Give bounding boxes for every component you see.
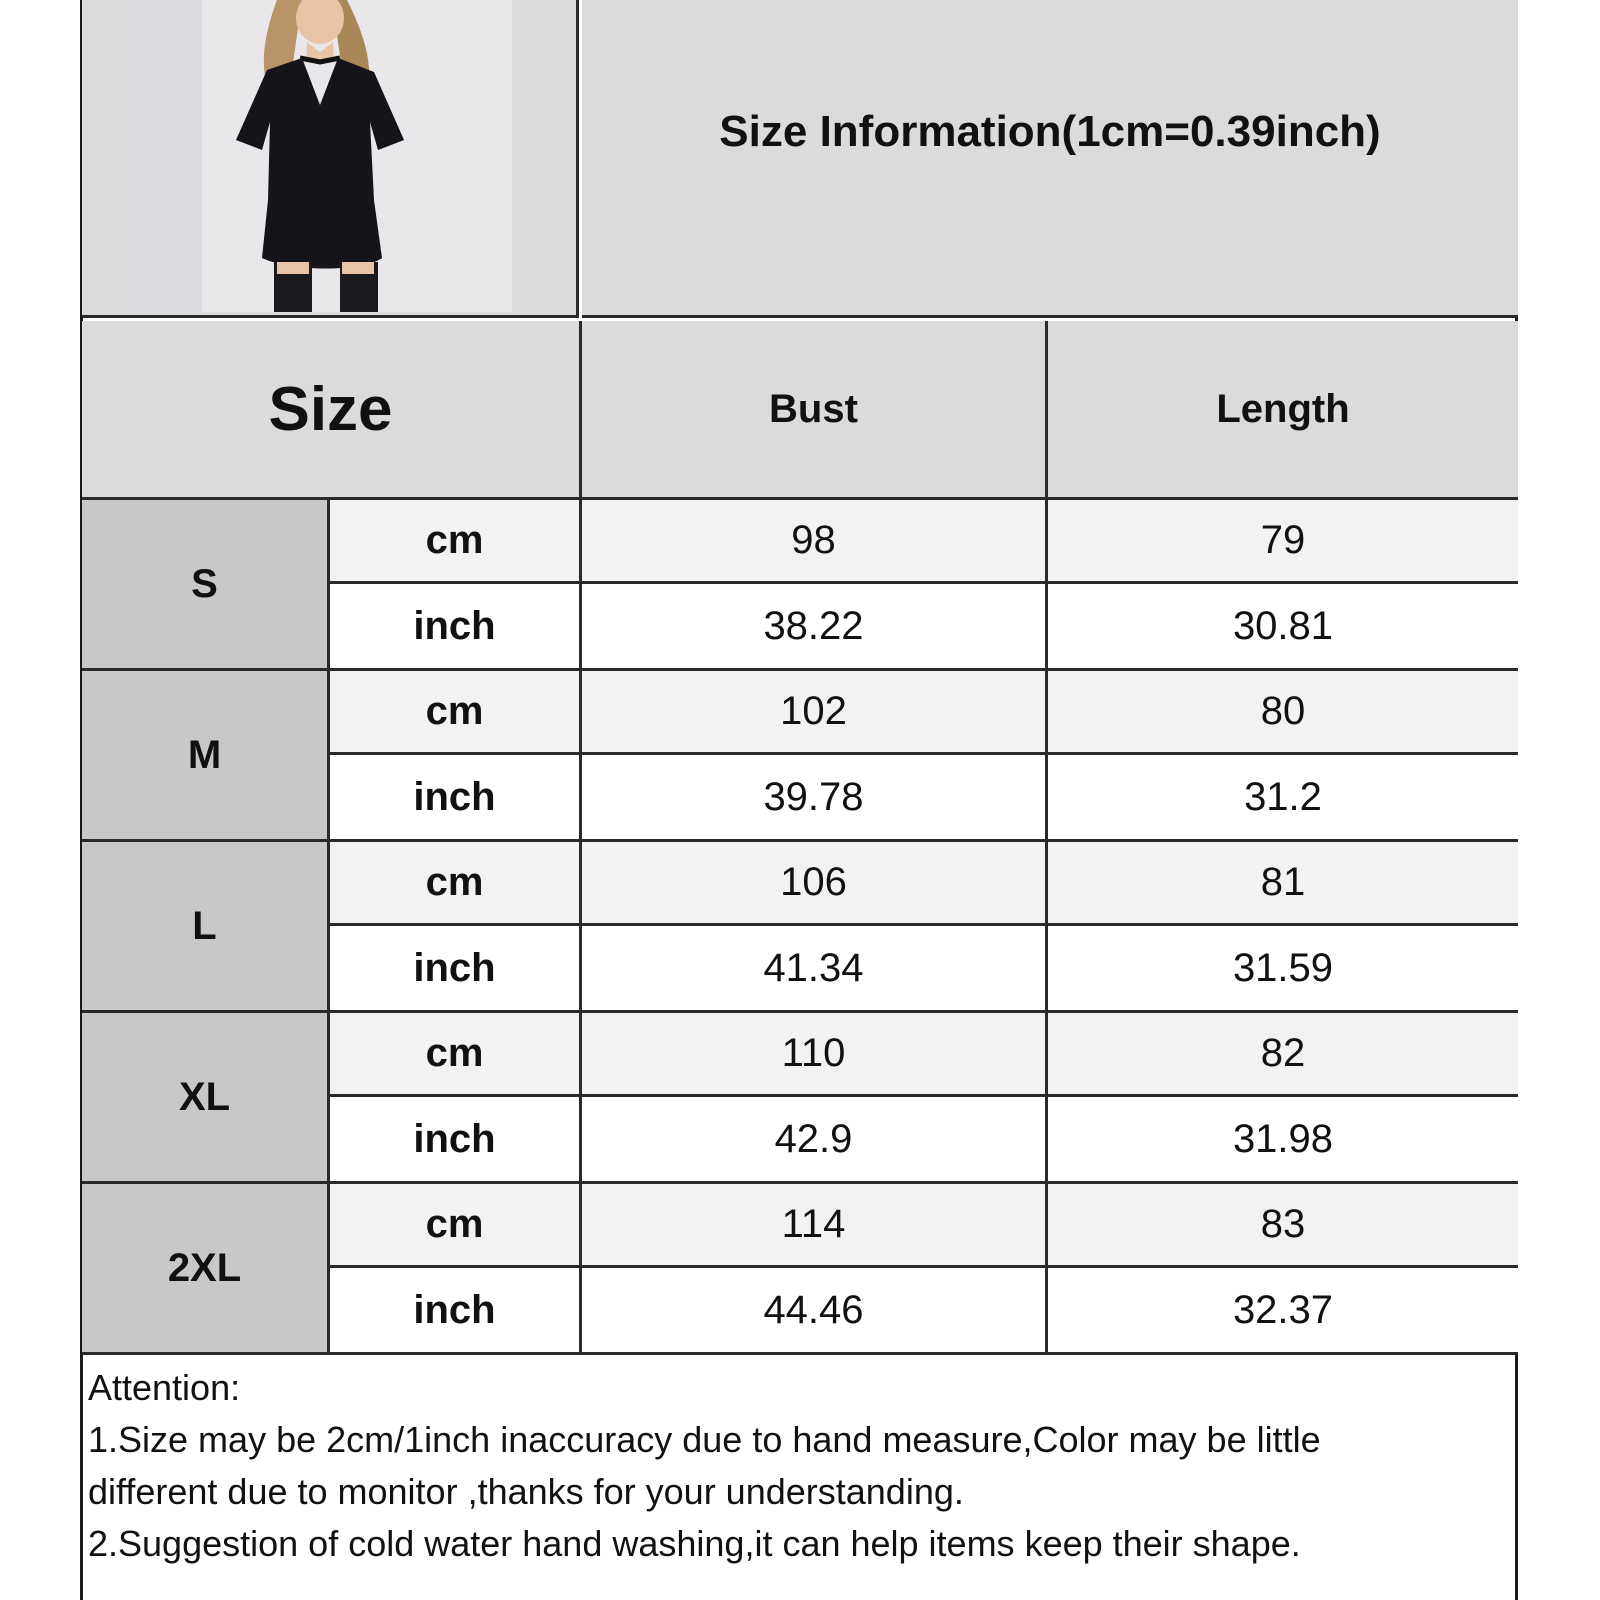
size-label: S bbox=[82, 500, 330, 668]
size-group-m bbox=[82, 671, 1518, 842]
unit-cm: cm bbox=[330, 1184, 582, 1265]
bust-inch-value: 41.34 bbox=[582, 926, 1048, 1010]
header-bust: Bust bbox=[582, 321, 1048, 497]
size-group-s bbox=[82, 500, 1518, 671]
bust-inch-value: 42.9 bbox=[582, 1097, 1048, 1181]
bust-cm-value: 102 bbox=[582, 671, 1048, 752]
length-cm-value: 79 bbox=[1260, 518, 1306, 562]
model-dress-illustration bbox=[142, 0, 512, 312]
size-label: XL bbox=[82, 1013, 330, 1181]
size-label: L bbox=[82, 842, 330, 1010]
title-cell bbox=[582, 0, 1518, 318]
attention-heading: Attention: bbox=[88, 1367, 241, 1408]
product-photo bbox=[142, 0, 512, 312]
length-inch-value: 31.98 bbox=[1232, 1116, 1334, 1161]
table-row-cm bbox=[330, 1184, 1518, 1268]
bust-inch-value: 44.46 bbox=[582, 1268, 1048, 1352]
bust-inch-value: 39.78 bbox=[582, 755, 1048, 839]
unit-inch: inch bbox=[330, 584, 582, 668]
size-group-2xl bbox=[82, 1184, 1518, 1355]
table-row-cm bbox=[330, 842, 1518, 926]
size-information-title: Size Information(1cm=0.39inch) bbox=[719, 106, 1381, 156]
unit-inch: inch bbox=[330, 755, 582, 839]
unit-cm: cm bbox=[330, 671, 582, 752]
bust-cm-value: 114 bbox=[582, 1184, 1048, 1265]
size-table bbox=[82, 321, 1518, 1355]
length-inch-value: 30.81 bbox=[1232, 603, 1334, 648]
header-length: Length bbox=[1048, 321, 1518, 497]
header-size: Size bbox=[82, 321, 582, 497]
table-row-cm bbox=[330, 671, 1518, 755]
table-row-cm bbox=[330, 1013, 1518, 1097]
attention-notes bbox=[88, 1362, 1508, 1570]
size-group-l bbox=[82, 842, 1518, 1013]
unit-inch: inch bbox=[330, 1097, 582, 1181]
length-inch-value: 31.2 bbox=[1244, 774, 1322, 819]
unit-cm: cm bbox=[330, 1013, 582, 1094]
unit-cm: cm bbox=[330, 842, 582, 923]
bust-inch-value: 38.22 bbox=[582, 584, 1048, 668]
table-row-inch bbox=[330, 584, 1518, 668]
length-cm-value: 83 bbox=[1260, 1202, 1306, 1246]
unit-inch: inch bbox=[330, 1268, 582, 1352]
size-label: 2XL bbox=[82, 1184, 330, 1352]
table-row-cm bbox=[330, 500, 1518, 584]
length-inch-value: 31.59 bbox=[1232, 945, 1334, 990]
bust-cm-value: 106 bbox=[582, 842, 1048, 923]
length-cm-value: 81 bbox=[1260, 860, 1306, 904]
note-line: 2.Suggestion of cold water hand washing,it can help items keep their shape. bbox=[88, 1523, 1301, 1564]
length-cm-value: 80 bbox=[1260, 689, 1306, 733]
note-line: 1.Size may be 2cm/1inch inaccuracy due to hand measure,Color may be little bbox=[88, 1419, 1321, 1460]
table-header-row bbox=[82, 321, 1518, 500]
table-row-inch bbox=[330, 1097, 1518, 1181]
length-cm-value: 82 bbox=[1260, 1031, 1306, 1075]
table-row-inch bbox=[330, 1268, 1518, 1352]
length-inch-value: 32.37 bbox=[1232, 1287, 1334, 1332]
unit-inch: inch bbox=[330, 926, 582, 1010]
size-group-xl bbox=[82, 1013, 1518, 1184]
table-row-inch bbox=[330, 926, 1518, 1010]
bust-cm-value: 98 bbox=[582, 500, 1048, 581]
bust-cm-value: 110 bbox=[582, 1013, 1048, 1094]
product-photo-cell bbox=[82, 0, 579, 318]
size-label: M bbox=[82, 671, 330, 839]
note-line: different due to monitor ,thanks for your understanding. bbox=[88, 1471, 964, 1512]
unit-cm: cm bbox=[330, 500, 582, 581]
table-row-inch bbox=[330, 755, 1518, 839]
